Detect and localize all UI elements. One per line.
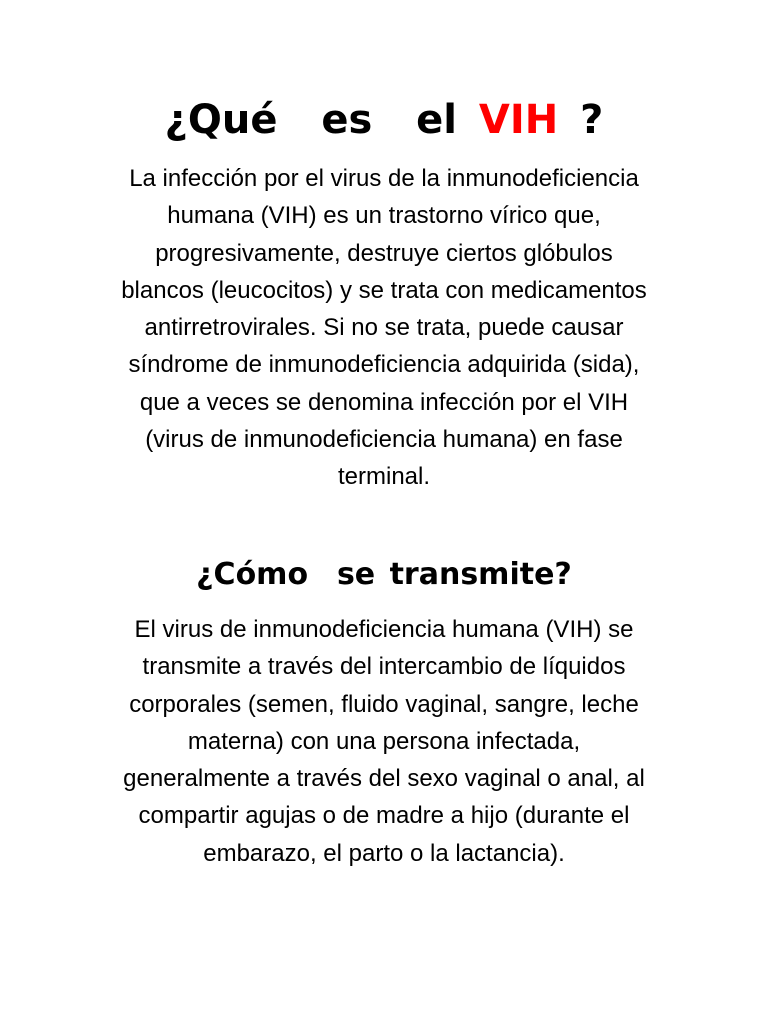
- paragraph-line: (virus de inmunodeficiencia humana) en fase: [145, 426, 623, 454]
- heading-text-after: ?: [558, 97, 604, 143]
- heading-text-before: ¿Qué es el: [164, 97, 479, 143]
- paragraph-line: compartir agujas o de madre a hijo (durante el: [138, 802, 630, 830]
- paragraph-line: embarazo, el parto o la lactancia).: [203, 839, 565, 867]
- paragraph-line: síndrome de inmunodeficiencia adquirida (sida),: [128, 351, 640, 379]
- paragraph-line: antirretrovirales. Si no se trata, puede causar: [144, 314, 624, 342]
- paragraph-line: humana (VIH) es un trastorno vírico que,: [167, 202, 601, 230]
- paragraph-line: generalmente a través del sexo vaginal o anal, al: [123, 765, 645, 793]
- section-2-heading: ¿Cómo se transmite?: [196, 557, 572, 592]
- paragraph-line: terminal.: [337, 463, 431, 491]
- paragraph-line: La infección por el virus de la inmunodeficiencia: [129, 165, 639, 192]
- paragraph-line: materna) con una persona infectada,: [187, 727, 581, 755]
- paragraph-line: transmite a través del intercambio de líquidos: [142, 653, 626, 681]
- paragraph-line: El virus de inmunodeficiencia humana (VIH) se: [134, 616, 634, 643]
- heading-highlight-vih: VIH: [478, 97, 559, 143]
- paragraph-line: que a veces se denomina infección por el VIH: [139, 388, 629, 416]
- section-2-paragraph: [100, 611, 668, 872]
- section-1-paragraph: [100, 160, 668, 496]
- section-1-heading: [0, 92, 768, 148]
- paragraph-line: blancos (leucocitos) y se trata con medicamentos: [121, 276, 647, 304]
- paragraph-line: progresivamente, destruye ciertos glóbulos: [155, 239, 613, 267]
- paragraph-line: corporales (semen, fluido vaginal, sangre, leche: [129, 690, 639, 718]
